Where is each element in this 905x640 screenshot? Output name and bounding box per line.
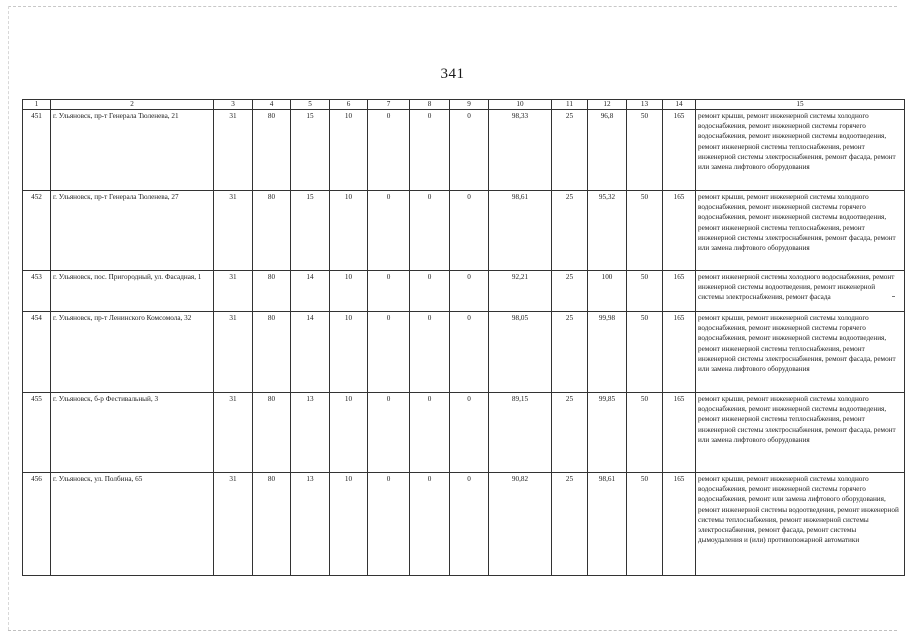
value-cell: 96,8 (588, 110, 627, 191)
value-cell: 0 (368, 271, 410, 312)
value-cell: 25 (552, 393, 588, 473)
row-number: 453 (23, 271, 51, 312)
value-cell: 25 (552, 312, 588, 393)
value-cell: 0 (450, 271, 489, 312)
value-cell: 0 (368, 393, 410, 473)
value-cell: 80 (253, 393, 291, 473)
value-cell: 31 (214, 110, 253, 191)
value-cell: 15 (291, 191, 330, 271)
buildings-repair-table (22, 99, 905, 576)
scan-edge-top (8, 6, 897, 7)
value-cell: 99,85 (588, 393, 627, 473)
value-cell: 31 (214, 473, 253, 576)
value-cell: 25 (552, 191, 588, 271)
value-cell: 31 (214, 271, 253, 312)
value-cell: 10 (330, 191, 368, 271)
value-cell: 0 (368, 191, 410, 271)
repair-works-cell: ремонт крыши, ремонт инженерной системы холодного водоснабжения, ремонт инженерной системы горячего водоснабжения, ремонт инженерной системы водоотведения, ремонт инженерной системы теплоснабжения, ремонт инженерной системы электроснабжения, ремонт фасада, ремонт или замена лифтового оборудования (696, 312, 905, 393)
column-number-row (23, 100, 905, 110)
column-header: 4 (253, 100, 291, 110)
column-header: 14 (663, 100, 696, 110)
value-cell: 10 (330, 312, 368, 393)
value-cell: 0 (368, 312, 410, 393)
value-cell: 80 (253, 191, 291, 271)
value-cell: 13 (291, 393, 330, 473)
column-header: 9 (450, 100, 489, 110)
column-header: 11 (552, 100, 588, 110)
column-header: 3 (214, 100, 253, 110)
column-header: 2 (51, 100, 214, 110)
row-number: 452 (23, 191, 51, 271)
value-cell: 50 (627, 473, 663, 576)
value-cell: 89,15 (489, 393, 552, 473)
value-cell: 0 (410, 312, 450, 393)
value-cell: 99,98 (588, 312, 627, 393)
column-header: 8 (410, 100, 450, 110)
value-cell: 50 (627, 110, 663, 191)
value-cell: 0 (410, 271, 450, 312)
repair-works-cell: ремонт крыши, ремонт инженерной системы холодного водоснабжения, ремонт инженерной системы горячего водоснабжения, ремонт инженерной системы водоотведения, ремонт инженерной системы теплоснабжения, ремонт инженерной системы электроснабжения, ремонт фасада, ремонт или замена лифтового оборудования (696, 110, 905, 191)
column-header: 13 (627, 100, 663, 110)
row-number: 451 (23, 110, 51, 191)
address-cell: г. Ульяновск, пр-т Генерала Тюленева, 21 (51, 110, 214, 191)
value-cell: 31 (214, 312, 253, 393)
value-cell: 165 (663, 191, 696, 271)
value-cell: 0 (450, 393, 489, 473)
repair-works-cell: ремонт инженерной системы холодного водоснабжения, ремонт инженерной системы водоотведения, ремонт инженерной системы электроснабжения, ремонт фасада (696, 271, 905, 312)
value-cell: 0 (410, 110, 450, 191)
value-cell: 165 (663, 312, 696, 393)
value-cell: 165 (663, 271, 696, 312)
value-cell: 25 (552, 473, 588, 576)
value-cell: 80 (253, 473, 291, 576)
row-number: 455 (23, 393, 51, 473)
value-cell: 10 (330, 271, 368, 312)
value-cell: 0 (450, 110, 489, 191)
value-cell: 98,61 (489, 191, 552, 271)
value-cell: 92,21 (489, 271, 552, 312)
table-row (23, 191, 905, 271)
row-number: 454 (23, 312, 51, 393)
repair-works-cell: ремонт крыши, ремонт инженерной системы холодного водоснабжения, ремонт инженерной системы горячего водоснабжения, ремонт инженерной системы водоотведения, ремонт инженерной системы теплоснабжения, ремонт инженерной системы электроснабжения, ремонт фасада, ремонт или замена лифтового оборудования (696, 191, 905, 271)
value-cell: 0 (410, 393, 450, 473)
column-header: 7 (368, 100, 410, 110)
column-header: 15 (696, 100, 905, 110)
value-cell: 98,33 (489, 110, 552, 191)
table-row (23, 271, 905, 312)
value-cell: 31 (214, 191, 253, 271)
value-cell: 50 (627, 271, 663, 312)
table-row (23, 110, 905, 191)
table-row (23, 393, 905, 473)
table-row (23, 473, 905, 576)
value-cell: 90,82 (489, 473, 552, 576)
value-cell: 10 (330, 110, 368, 191)
value-cell: 0 (368, 473, 410, 576)
page-number: 341 (440, 66, 465, 82)
address-cell: г. Ульяновск, пос. Пригородный, ул. Фасадная, 1 (51, 271, 214, 312)
column-header: 1 (23, 100, 51, 110)
scan-edge-left (8, 6, 9, 630)
address-cell: г. Ульяновск, б-р Фестивальный, 3 (51, 393, 214, 473)
value-cell: 14 (291, 312, 330, 393)
value-cell: 80 (253, 271, 291, 312)
address-cell: г. Ульяновск, пр-т Ленинского Комсомола, 32 (51, 312, 214, 393)
value-cell: 50 (627, 393, 663, 473)
value-cell: 80 (253, 110, 291, 191)
value-cell: 0 (450, 191, 489, 271)
value-cell: 0 (410, 191, 450, 271)
value-cell: 165 (663, 393, 696, 473)
value-cell: 95,32 (588, 191, 627, 271)
row-number: 456 (23, 473, 51, 576)
value-cell: 50 (627, 312, 663, 393)
value-cell: 10 (330, 473, 368, 576)
value-cell: 98,05 (489, 312, 552, 393)
value-cell: 80 (253, 312, 291, 393)
column-header: 10 (489, 100, 552, 110)
value-cell: 14 (291, 271, 330, 312)
value-cell: 13 (291, 473, 330, 576)
value-cell: 25 (552, 110, 588, 191)
value-cell: 50 (627, 191, 663, 271)
column-header: 6 (330, 100, 368, 110)
value-cell: 15 (291, 110, 330, 191)
table-row (23, 312, 905, 393)
value-cell: 165 (663, 473, 696, 576)
value-cell: 31 (214, 393, 253, 473)
value-cell: 98,61 (588, 473, 627, 576)
value-cell: 100 (588, 271, 627, 312)
value-cell: 0 (368, 110, 410, 191)
column-header: 5 (291, 100, 330, 110)
value-cell: 165 (663, 110, 696, 191)
address-cell: г. Ульяновск, ул. Полбина, 65 (51, 473, 214, 576)
value-cell: 0 (450, 473, 489, 576)
value-cell: 0 (410, 473, 450, 576)
address-cell: г. Ульяновск, пр-т Генерала Тюленева, 27 (51, 191, 214, 271)
value-cell: 0 (450, 312, 489, 393)
value-cell: 25 (552, 271, 588, 312)
scan-edge-bottom (8, 630, 897, 631)
column-header: 12 (588, 100, 627, 110)
repair-works-cell: ремонт крыши, ремонт инженерной системы холодного водоснабжения, ремонт инженерной системы водоотведения, ремонт инженерной системы теплоснабжения, ремонт инженерной системы электроснабжения, ремонт фасада, ремонт или замена лифтового оборудования (696, 393, 905, 473)
repair-works-cell: ремонт крыши, ремонт инженерной системы холодного водоснабжения, ремонт инженерной системы горячего водоснабжения, ремонт или замена лифтового оборудования, ремонт инженерной системы водоотведения, ремонт инженерной системы теплоснабжения, ремонт инженерной системы электроснабжения, ремонт фасада, ремонт системы дымоудаления и (или) противопожарной автоматики (696, 473, 905, 576)
value-cell: 10 (330, 393, 368, 473)
